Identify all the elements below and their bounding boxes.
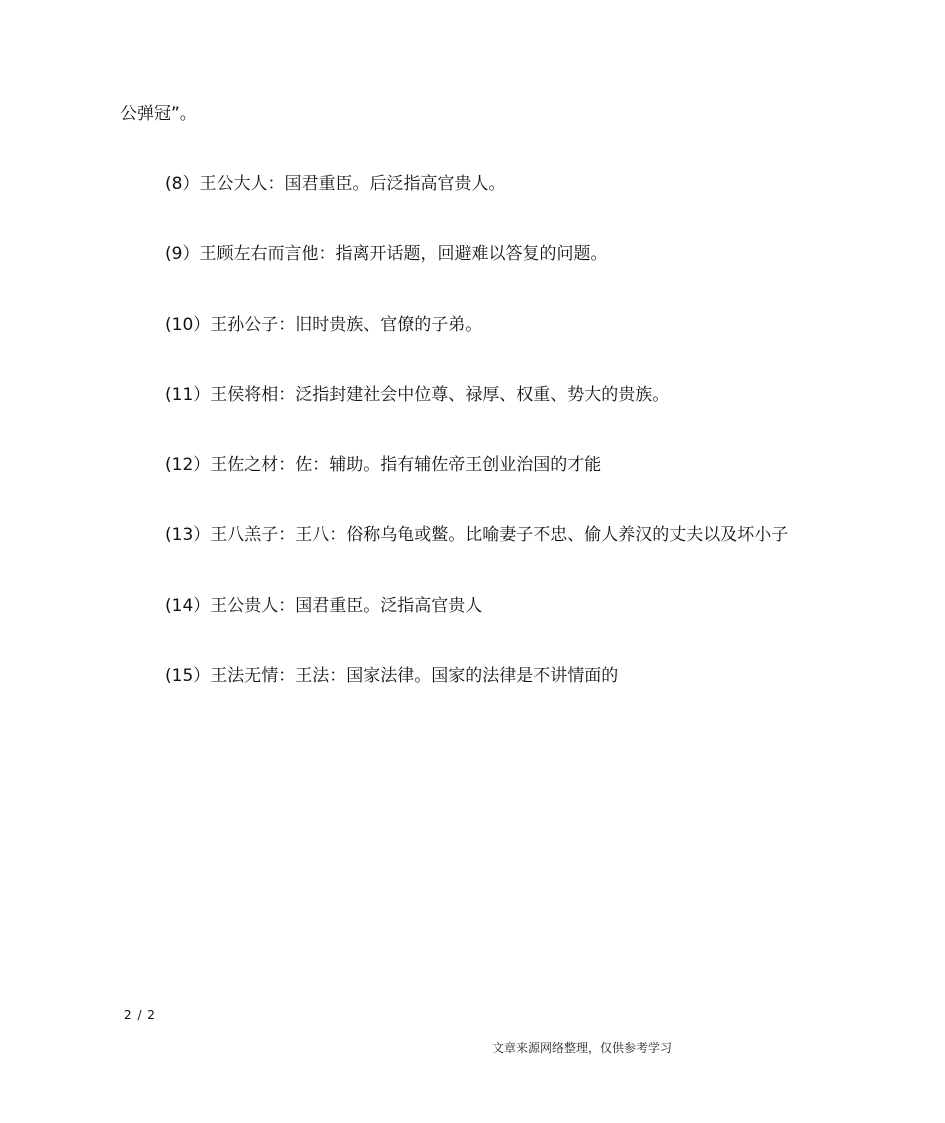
entry-item: (10）王孙公子：旧时贵族、官僚的子弟。 (165, 315, 483, 335)
entry-item: (13）王八羔子：王八：俗称乌龟或鳖。比喻妻子不忠、偷人养汉的丈夫以及坏小子 (165, 525, 789, 545)
continuation-text: 公弹冠”。 (120, 104, 197, 124)
entry-item: (8）王公大人：国君重臣。后泛指高官贵人。 (165, 174, 506, 194)
entry-item: (15）王法无情：王法：国家法律。国家的法律是不讲情面的 (165, 666, 619, 686)
entry-item: (14）王公贵人：国君重臣。泛指高官贵人 (165, 596, 483, 616)
entry-item: (12）王佐之材：佐：辅助。指有辅佐帝王创业治国的才能 (165, 455, 602, 475)
entry-item: (11）王侯将相：泛指封建社会中位尊、禄厚、权重、势大的贵族。 (165, 385, 670, 405)
entry-item: (9）王顾左右而言他：指离开话题，回避难以答复的问题。 (165, 244, 608, 264)
footer-note: 文章来源网络整理，仅供参考学习 (492, 1041, 673, 1055)
page-number: 2 / 2 (124, 1008, 156, 1022)
